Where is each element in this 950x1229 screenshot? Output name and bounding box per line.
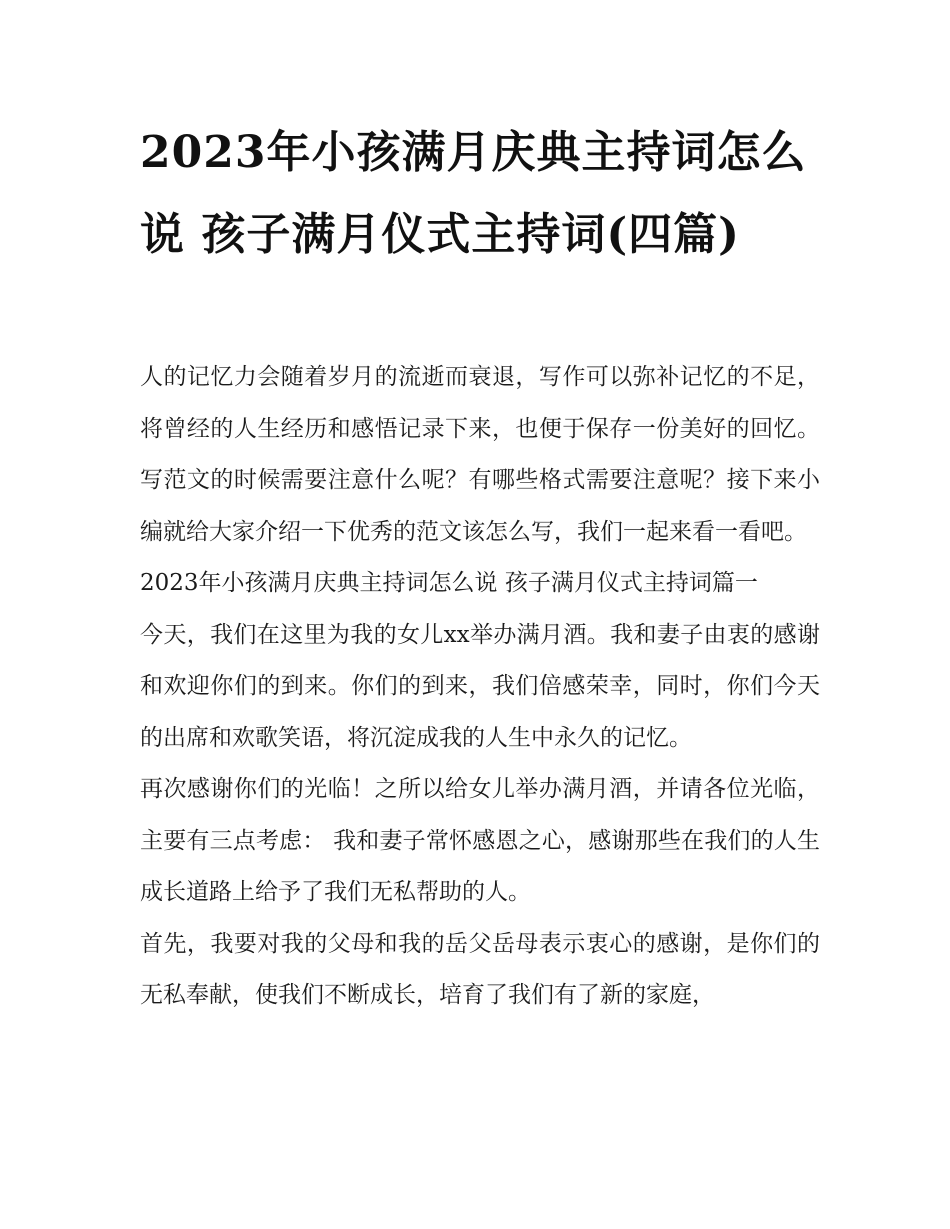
body-paragraph: 首先，我要对我的父母和我的岳父岳母表示衷心的感谢，是你们的无私奉献，使我们不断成长，培育了我们有了新的家庭， [140,930,820,1008]
intro-paragraph: 人的记忆力会随着岁月的流逝而衰退，写作可以弥补记忆的不足，将曾经的人生经历和感悟记录下来，也便于保存一份美好的回忆。写范文的时候需要注意什么呢？有哪些格式需要注意呢？接下来小编就给大家介绍一下优秀的范文该怎么写，我们一起来看一看吧。 [140,364,820,545]
body-paragraph: 再次感谢你们的光临！之所以给女儿举办满月酒，并请各位光临，主要有三点考虑： 我和妻子常怀感恩之心，感谢那些在我们的人生成长道路上给予了我们无私帮助的人。 [140,776,820,905]
document-title: 2023年小孩满月庆典主持词怎么说 孩子满月仪式主持词(四篇) [140,127,807,260]
document-body [140,352,820,1022]
section-heading: 2023年小孩满月庆典主持词怎么说 孩子满月仪式主持词篇一 [140,570,758,596]
body-paragraph: 今天，我们在这里为我的女儿xx举办满月酒。我和妻子由衷的感谢和欢迎你们的到来。你们的到来，我们倍感荣幸，同时，你们今天的出席和欢歌笑语，将沉淀成我的人生中永久的记忆。 [140,621,820,751]
